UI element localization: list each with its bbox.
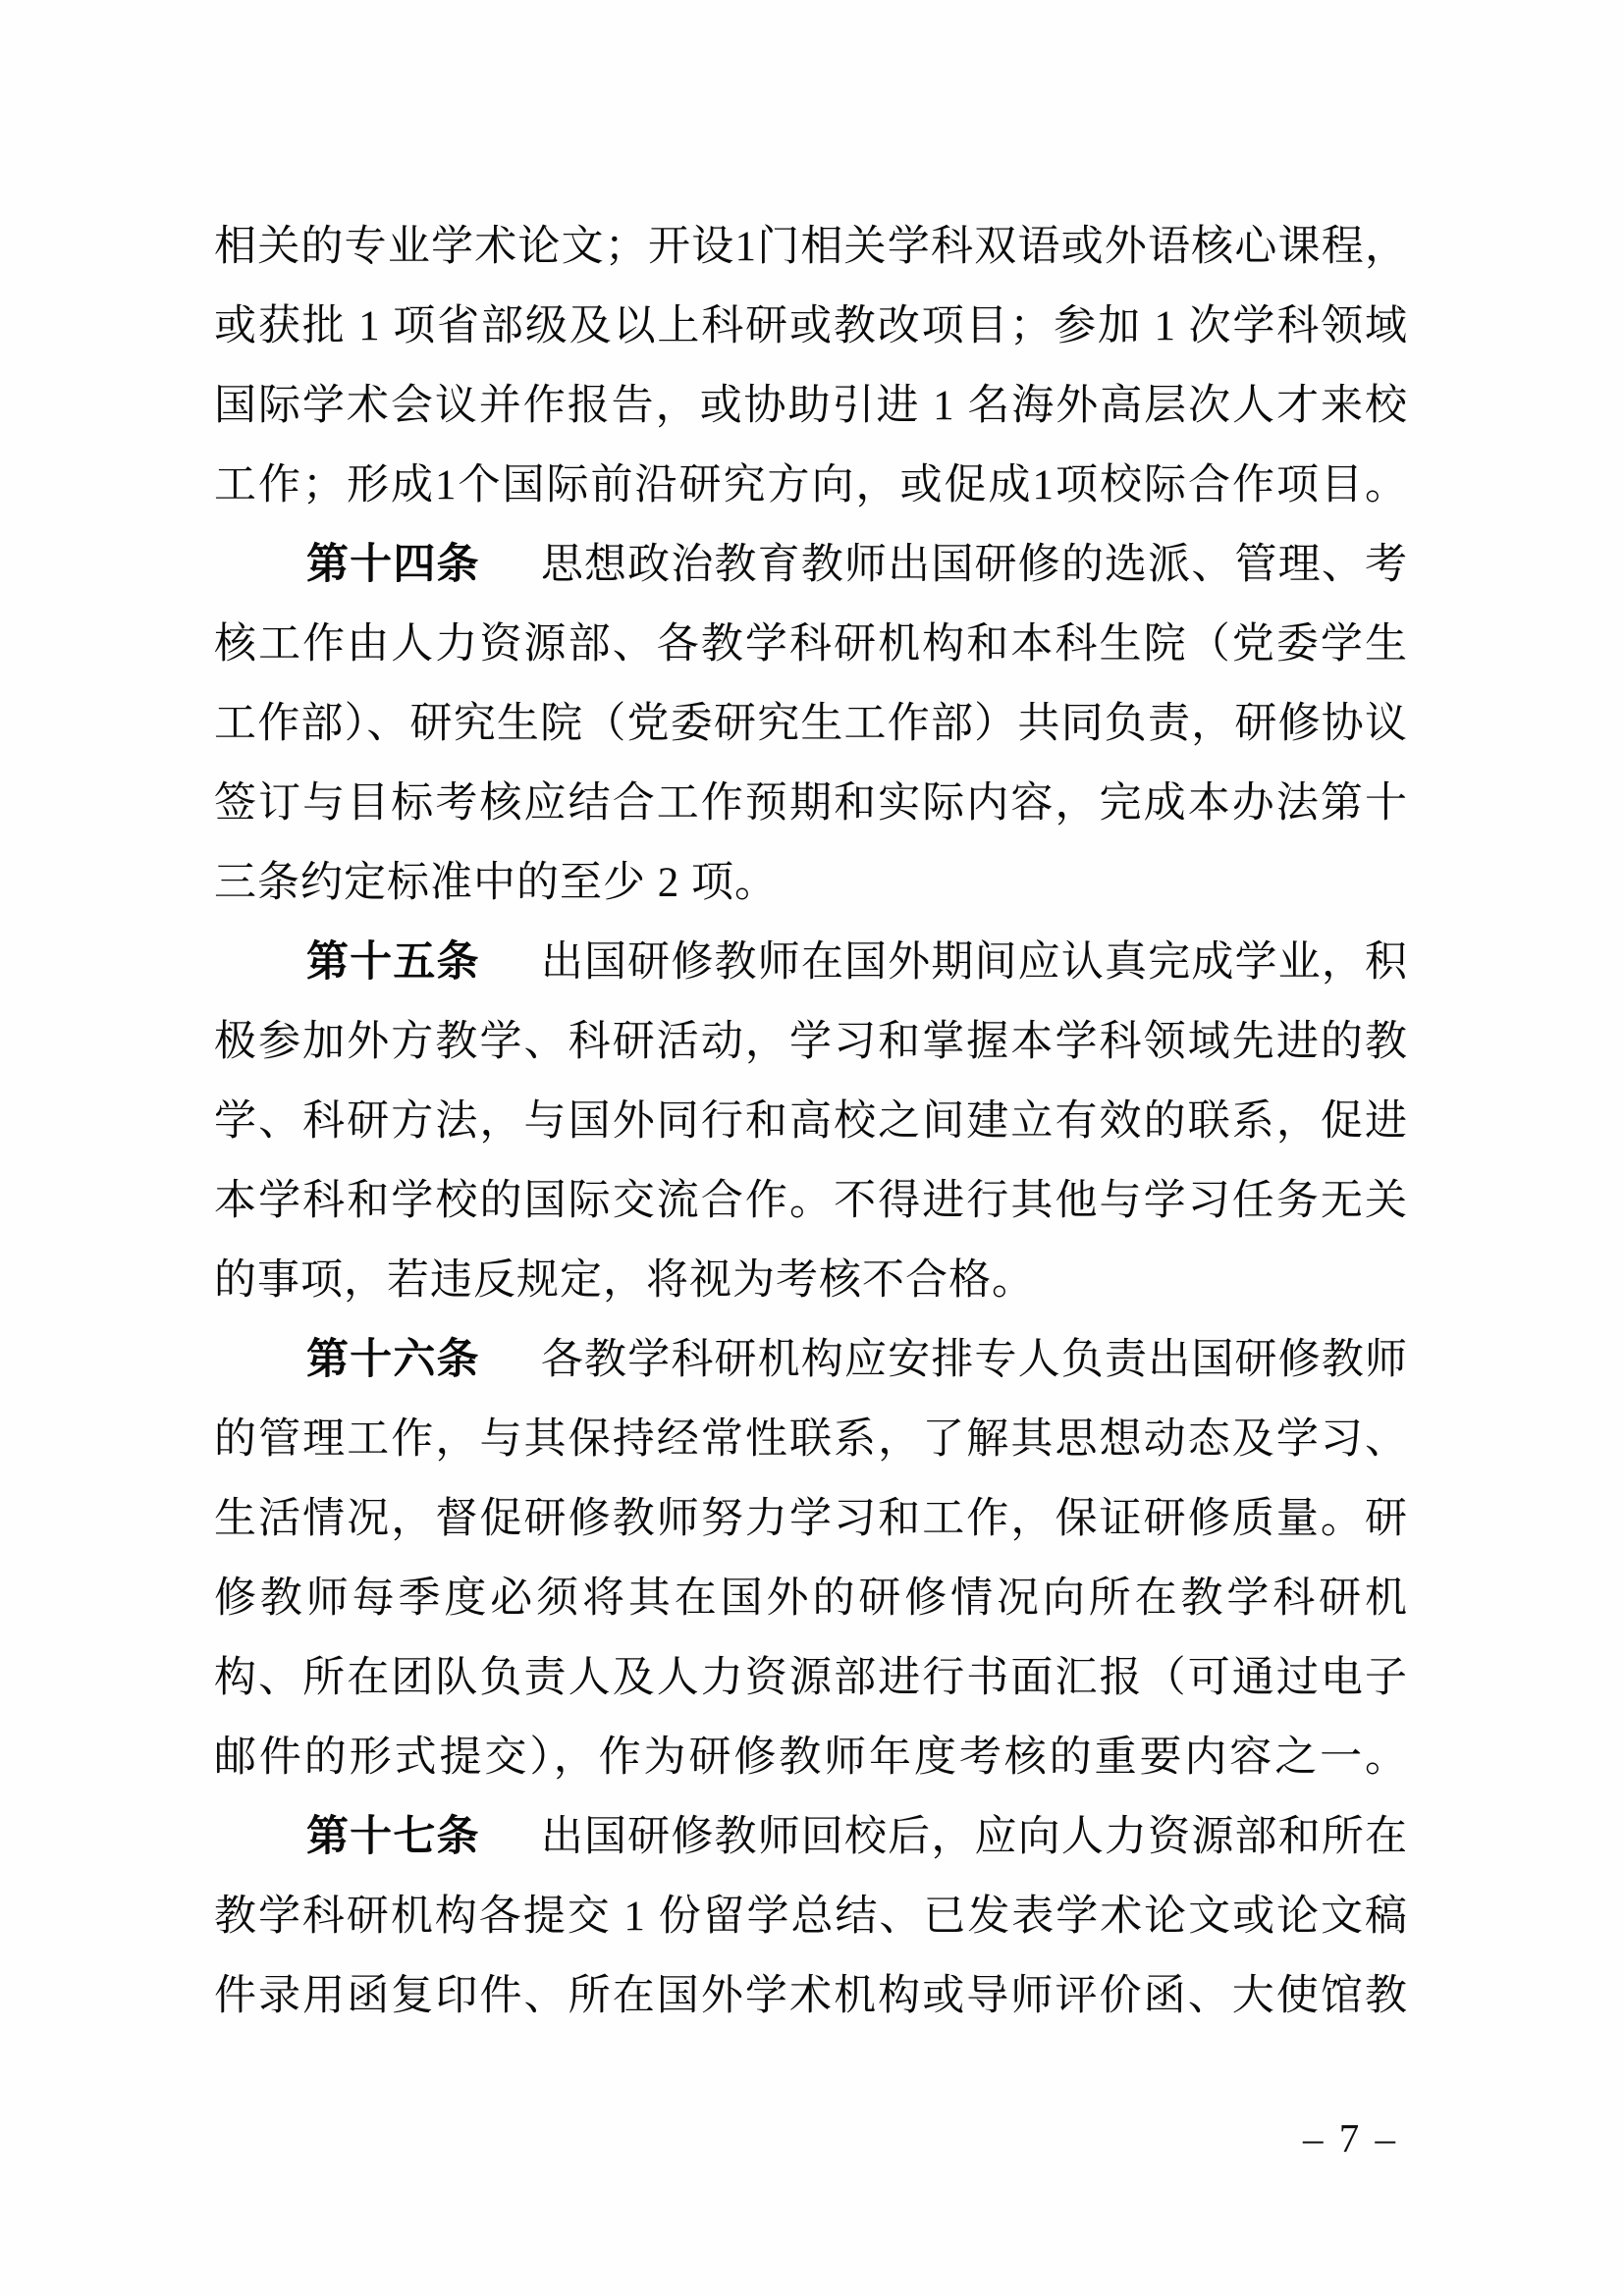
- line-text: 各教学科研机构应安排专人负责出国研修教师: [540, 1337, 1409, 1383]
- heading-gap: [480, 1372, 541, 1373]
- document-body: [214, 207, 1408, 2036]
- text-line: 签订与目标考核应结合工作预期和实际内容，完成本办法第十: [214, 780, 1408, 827]
- text-line: 工作；形成1个国际前沿研究方向，或促成1项校际合作项目。: [214, 462, 1408, 508]
- text-line: 生活情况，督促研修教师努力学习和工作，保证研修质量。研: [214, 1496, 1408, 1542]
- line-text: 出国研修教师回校后，应向人力资源部和所在: [540, 1814, 1409, 1860]
- text-line: 件录用函复印件、所在国外学术机构或导师评价函、大使馆教: [214, 1973, 1408, 2019]
- heading-gap: [480, 1849, 541, 1850]
- text-line: 相关的专业学术论文；开设1门相关学科双语或外语核心课程，: [214, 224, 1408, 270]
- heading-gap: [480, 577, 541, 578]
- article-heading: 第十四条: [306, 542, 480, 588]
- text-line: 工作部）、研究生院（党委研究生工作部）共同负责，研修协议: [214, 701, 1408, 747]
- text-line: 教学科研机构各提交 1 份留学总结、已发表学术论文或论文稿: [214, 1894, 1408, 1940]
- text-line: 或获批 1 项省部级及以上科研或教改项目；参加 1 次学科领域: [214, 303, 1408, 349]
- text-line-article-17: [214, 1797, 1408, 1877]
- article-heading: 第十六条: [306, 1337, 480, 1383]
- text-line: 三条约定标准中的至少 2 项。: [214, 860, 778, 906]
- line-text: 出国研修教师在国外期间应认真完成学业，积: [540, 939, 1409, 986]
- line-text: 思想政治教育教师出国研修的选派、管理、考: [540, 542, 1409, 588]
- text-line: 修教师每季度必须将其在国外的研修情况向所在教学科研机: [214, 1575, 1408, 1622]
- article-heading: 第十七条: [306, 1814, 480, 1860]
- text-line: 核工作由人力资源部、各教学科研机构和本科生院（党委学生: [214, 621, 1408, 667]
- article-heading: 第十五条: [306, 939, 480, 986]
- text-line: 的管理工作，与其保持经常性联系，了解其思想动态及学习、: [214, 1416, 1408, 1463]
- text-line: 的事项，若违反规定，将视为考核不合格。: [214, 1257, 1035, 1304]
- heading-gap: [480, 975, 541, 976]
- page-number: – 7 –: [1303, 2115, 1398, 2161]
- text-line: 本学科和学校的国际交流合作。不得进行其他与学习任务无关: [214, 1178, 1408, 1224]
- text-line-article-14: [214, 525, 1408, 605]
- text-line-article-15: [214, 923, 1408, 1002]
- text-line: 构、所在团队负责人及人力资源部进行书面汇报（可通过电子: [214, 1655, 1408, 1701]
- text-line: 国际学术会议并作报告，或协助引进 1 名海外高层次人才来校: [214, 383, 1408, 429]
- text-line-article-16: [214, 1320, 1408, 1400]
- text-line: 极参加外方教学、科研活动，学习和掌握本学科领域先进的教: [214, 1019, 1408, 1065]
- text-line: 学、科研方法，与国外同行和高校之间建立有效的联系，促进: [214, 1098, 1408, 1145]
- text-line: 邮件的形式提交），作为研修教师年度考核的重要内容之一。: [214, 1735, 1408, 1781]
